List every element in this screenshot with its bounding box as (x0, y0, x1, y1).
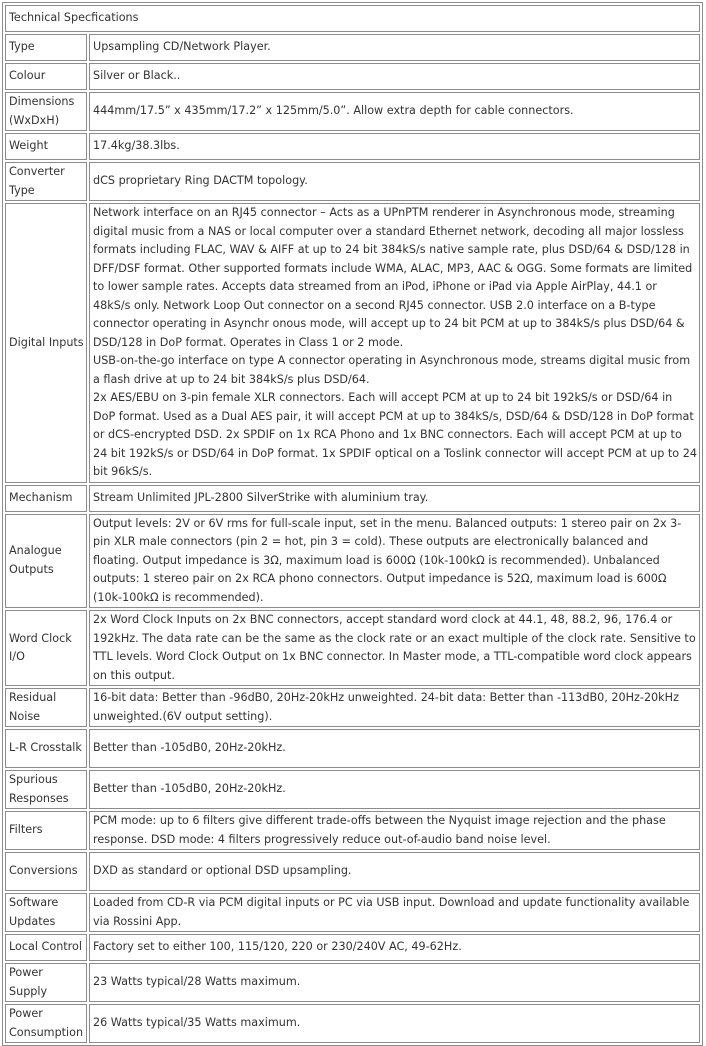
spec-value (89, 729, 700, 768)
table-row (5, 770, 700, 809)
table-row (5, 893, 700, 932)
table-row (5, 162, 700, 201)
table-row (5, 963, 700, 1002)
spec-value-paragraph: USB-on-the-go interface on type A connector operating in Asynchronous mode, streams digital music from a flash drive at up to 24 bit 384kS/s plus DSD/64. (93, 354, 691, 386)
table-title: Technical Specfications (5, 5, 700, 32)
spec-label: Power Consumption (5, 1004, 87, 1043)
spec-value (89, 162, 700, 201)
table-row (5, 729, 700, 768)
spec-label: Filters (5, 811, 87, 850)
table-row (5, 514, 700, 609)
table-title-row (5, 5, 700, 32)
spec-value-paragraph: 23 Watts typical/28 Watts maximum. (93, 975, 301, 989)
spec-label: L-R Crosstalk (5, 729, 87, 768)
spec-value (89, 963, 700, 1002)
spec-value (89, 203, 700, 483)
spec-value (89, 610, 700, 686)
spec-label: Residual Noise (5, 688, 87, 727)
spec-label: Colour (5, 63, 87, 90)
spec-value-paragraph: dCS proprietary Ring DACTM topology. (93, 174, 308, 188)
spec-value-paragraph: Network interface on an RJ45 connector – Acts as a UPnPTM renderer in Asynchronous mode, streaming digital music from a NAS or local computer over a standard Ethernet network, decoding all major lossless formats including FLAC, WAV & AIFF at up to 24 bit 384kS/s native sample rate, plus DSD/64 & DSD/128 in DFF/DSF format. Other supported formats include WMA, ALAC, MP3, AAC & OGG. Some formats are limited to lower sample rates. Accepts data streamed from an iPod, iPhone or iPad via Apple AirPlay, 44.1 or 48kS/s only. Network Loop Out connector on a second RJ45 connector. USB 2.0 interface on a B-type connector operating in Asynchr onous mode, will accept up to 24 bit PCM at up to 384kS/s plus DSD/64 & DSD/128 in DoP format. Operates in Class 1 or 2 mode. (93, 206, 693, 349)
spec-value (89, 63, 700, 90)
table-row (5, 485, 700, 512)
spec-value-paragraph: 16-bit data: Better than -96dB0, 20Hz-20kHz unweighted. 24-bit data: Better than -113dB0, 20Hz-20kHz unweighted.(6V output setting). (93, 691, 679, 723)
spec-value (89, 133, 700, 160)
spec-label: Spurious Responses (5, 770, 87, 809)
spec-value-paragraph: Stream Unlimited JPL-2800 SilverStrike with aluminium tray. (93, 490, 429, 504)
table-row (5, 811, 700, 850)
table-row (5, 203, 700, 483)
spec-label: Dimensions (WxDxH) (5, 92, 87, 131)
spec-value (89, 514, 700, 609)
spec-value-paragraph: 17.4kg/38.3lbs. (93, 139, 180, 153)
spec-value-paragraph: 26 Watts typical/35 Watts maximum. (93, 1016, 301, 1030)
spec-value (89, 893, 700, 932)
spec-value (89, 34, 700, 61)
spec-value-paragraph: 2x AES/EBU on 3-pin female XLR connectors. Each will accept PCM at up to 24 bit 192kS/s or DSD/64 in DoP format. Used as a Dual AES pair, it will accept PCM at up to 384kS/s, DSD/64 & DSD/128 in DoP format or dCS-encrypted DSD. 2x SPDIF on 1x RCA Phono and 1x BNC connectors. Each will accept PCM at up to 24 bit 192kS/s or DSD/64 in DoP format. 1x SPDIF optical on a Toslink connector will accept PCM at up to 24 bit 96kS/s. (93, 391, 697, 478)
table-row (5, 852, 700, 891)
table-row (5, 1004, 700, 1043)
spec-label: Power Supply (5, 963, 87, 1002)
spec-value-paragraph: Silver or Black.. (93, 69, 181, 83)
spec-label: Software Updates (5, 893, 87, 932)
spec-label: Local Control (5, 934, 87, 961)
spec-value (89, 1004, 700, 1043)
spec-label: Mechanism (5, 485, 87, 512)
spec-label: Type (5, 34, 87, 61)
spec-value-paragraph: Better than -105dB0, 20Hz-20kHz. (93, 782, 286, 796)
spec-value (89, 934, 700, 961)
table-row (5, 34, 700, 61)
spec-value-paragraph: Factory set to either 100, 115/120, 220 or 230/240V AC, 49-62Hz. (93, 940, 462, 954)
spec-label: Digital Inputs (5, 203, 87, 483)
table-row (5, 63, 700, 90)
spec-value-paragraph: Output levels: 2V or 6V rms for full-scale input, set in the menu. Balanced outputs: 1 stereo pair on 2x 3-pin XLR male connectors (pin 2 = hot, pin 3 = cold). These outputs are electronically balanced and floating. Output impedance is 3Ω, maximum load is 600Ω (10k-100kΩ is recommended). Unbalanced outputs: 1 stereo pair on 2x RCA phono connectors. Output impedance is 52Ω, maximum load is 600Ω (10k-100kΩ is recommended). (93, 516, 682, 604)
spec-value (89, 852, 700, 891)
spec-label: Converter Type (5, 162, 87, 201)
spec-value-paragraph: Loaded from CD-R via PCM digital inputs or PC via USB input. Download and update functionality available via Rossini App. (93, 896, 690, 928)
spec-value (89, 92, 700, 131)
table-row (5, 688, 700, 727)
spec-value-paragraph: Better than -105dB0, 20Hz-20kHz. (93, 741, 286, 755)
table-row (5, 934, 700, 961)
spec-value (89, 688, 700, 727)
spec-value (89, 811, 700, 850)
table-row (5, 92, 700, 131)
spec-value (89, 485, 700, 512)
spec-value (89, 770, 700, 809)
spec-label: Word Clock I/O (5, 610, 87, 686)
table-row (5, 610, 700, 686)
spec-value-paragraph: Upsampling CD/Network Player. (93, 40, 271, 54)
spec-value-paragraph: PCM mode: up to 6 filters give different trade-offs between the Nyquist image rejection and the phase response. DSD mode: 4 filters progressively reduce out-of-audio band noise level. (93, 814, 666, 846)
spec-value-paragraph: 2x Word Clock Inputs on 2x BNC connectors, accept standard word clock at 44.1, 48, 88.2, 96, 176.4 or 192kHz. The data rate can be the same as the clock rate or an exact multiple of the clock rate. Sensitive to TTL levels. Word Clock Output on 1x BNC connector. In Master mode, a TTL-compatible word clock appears on this output. (93, 613, 696, 682)
spec-value-paragraph: 444mm/17.5” x 435mm/17.2” x 125mm/5.0”. Allow extra depth for cable connectors. (93, 104, 574, 118)
spec-value-paragraph: DXD as standard or optional DSD upsampling. (93, 864, 352, 878)
spec-label: Weight (5, 133, 87, 160)
specifications-table (2, 2, 703, 1046)
table-row (5, 133, 700, 160)
spec-label: Conversions (5, 852, 87, 891)
spec-label: Analogue Outputs (5, 514, 87, 609)
